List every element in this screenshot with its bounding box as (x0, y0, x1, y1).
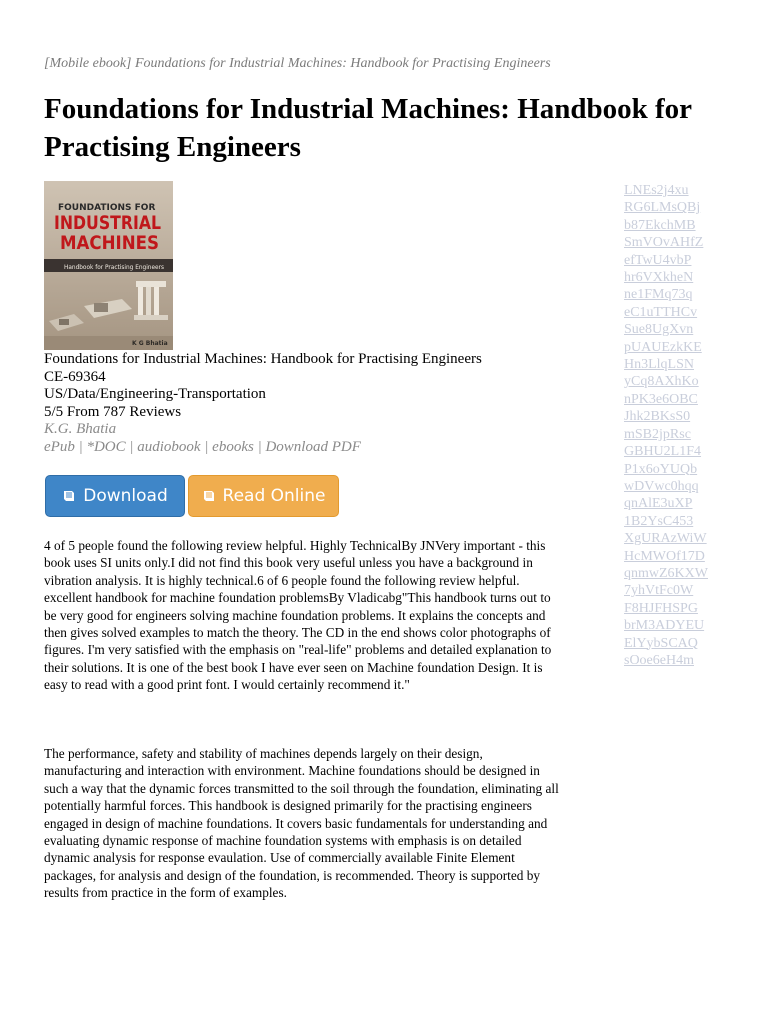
book-rating: 5/5 From 787 Reviews (44, 403, 182, 420)
side-link[interactable]: HcMWOf17D (624, 548, 705, 564)
side-link[interactable]: efTwU4vbP (624, 252, 692, 268)
side-link[interactable]: nPK3e6OBC (624, 391, 698, 407)
side-link[interactable]: mSB2jpRsc (624, 426, 691, 442)
download-label: Download (83, 486, 168, 506)
side-link[interactable]: hr6VXkheN (624, 270, 694, 286)
side-link[interactable]: 1B2YsC453 (624, 513, 694, 529)
book-category: US/Data/Engineering-Transportation (44, 386, 266, 402)
book-icon (202, 489, 216, 503)
side-link[interactable]: brM3ADYEU (624, 618, 705, 634)
review-text: 4 of 5 people found the following review helpful. Highly TechnicalBy JNVery important - this book uses SI units only.I did not find this book very useful unless you have a background in vibration analysis. It is highly technical.6 of 6 people found the following review helpful. excellent handbook for machine foundation problemsBy Vladicabg"This handbook turns out to be very good for engineers solving machine foundation problems. It explains the concepts and then gives solved examples to match the theory. The CD in the end shows color photographs of figures. I'm very satisfied with the emphasis on "real-life" problems and detailed explanation to their solutions. It is one of the best book I have ever seen on Machine foundation Design. It is easy to read with a good print font. I would certainly recommend it." (44, 538, 552, 693)
side-link[interactable]: RG6LMsQBj (624, 200, 701, 216)
side-link[interactable]: XgURAzWiW (624, 531, 707, 547)
side-link[interactable]: Sue8UgXvn (624, 322, 694, 338)
side-link[interactable]: F8HJFHSPG (624, 600, 698, 616)
book-meta (44, 351, 604, 456)
side-link[interactable]: sOoe6eH4m (624, 652, 694, 668)
side-link[interactable]: wDVwc0hqq (624, 478, 699, 494)
book-name: Foundations for Industrial Machines: Handbook for Practising Engineers (44, 351, 482, 367)
side-link[interactable]: SmVOvAHfZ (624, 235, 704, 251)
page-title: Foundations for Industrial Machines: Handbook for Practising Engineers (44, 93, 692, 163)
description-text: The performance, safety and stability of machines depends largely on their design, manufacturing and interaction with environment. Machine foundations should be designed in such a way that the dynamic forces transmitted to the soil through the foundation, eliminating all potentially harmful forces. This handbook is designed primarily for the practising engineers engaged in design of machine foundations. It covers basic fundamentals for understanding and evaluating dynamic response of machine foundation systems with emphasis is on detailed dynamic analysis for response evaulation. Use of commercially available Finite Element packages, for analysis and design of the foundation, is recommended. Theory is supported by results from practice in the form of examples. (44, 746, 559, 901)
book-code: CE-69364 (44, 368, 106, 385)
download-button[interactable] (45, 475, 185, 517)
side-link[interactable]: P1x6oYUQb (624, 461, 698, 477)
side-link[interactable]: 7yhVtFc0W (624, 583, 694, 599)
side-link[interactable]: qnAlE3uXP (624, 496, 693, 512)
cover-line1: FOUNDATIONS FOR (58, 203, 156, 213)
book-icon (62, 489, 76, 503)
side-link[interactable]: yCq8AXhKo (624, 374, 699, 390)
side-link[interactable]: Hn3LlqLSN (624, 357, 694, 373)
read-online-button[interactable] (188, 475, 339, 517)
side-links (624, 182, 724, 669)
cover-author: K G Bhatia (132, 340, 168, 347)
side-link[interactable]: b87EkchMB (624, 217, 696, 233)
side-link[interactable]: LNEs2j4xu (624, 183, 689, 198)
breadcrumb[interactable]: [Mobile ebook] Foundations for Industrial Machines: Handbook for Practising Engineers (44, 56, 551, 71)
cover-line3: MACHINES (60, 232, 159, 254)
cover-line2: INDUSTRIAL (54, 212, 161, 234)
side-link[interactable]: pUAUEzkKE (624, 339, 702, 355)
cover-subtitle: Handbook for Practising Engineers (64, 264, 164, 271)
book-author: K.G. Bhatia (44, 421, 117, 437)
side-link[interactable]: eC1uTTHCv (624, 304, 698, 320)
book-cover (44, 181, 173, 350)
side-link[interactable]: qnmwZ6KXW (624, 565, 708, 581)
side-link[interactable]: GBHU2L1F4 (624, 444, 702, 460)
book-formats[interactable]: ePub | *DOC | audiobook | ebooks | Download PDF (44, 438, 361, 455)
side-link[interactable]: ne1FMq73q (624, 287, 693, 303)
side-link[interactable]: ElYybSCAQ (624, 635, 698, 651)
read-online-label: Read Online (222, 486, 326, 506)
side-link[interactable]: Jhk2BKsS0 (624, 409, 691, 425)
